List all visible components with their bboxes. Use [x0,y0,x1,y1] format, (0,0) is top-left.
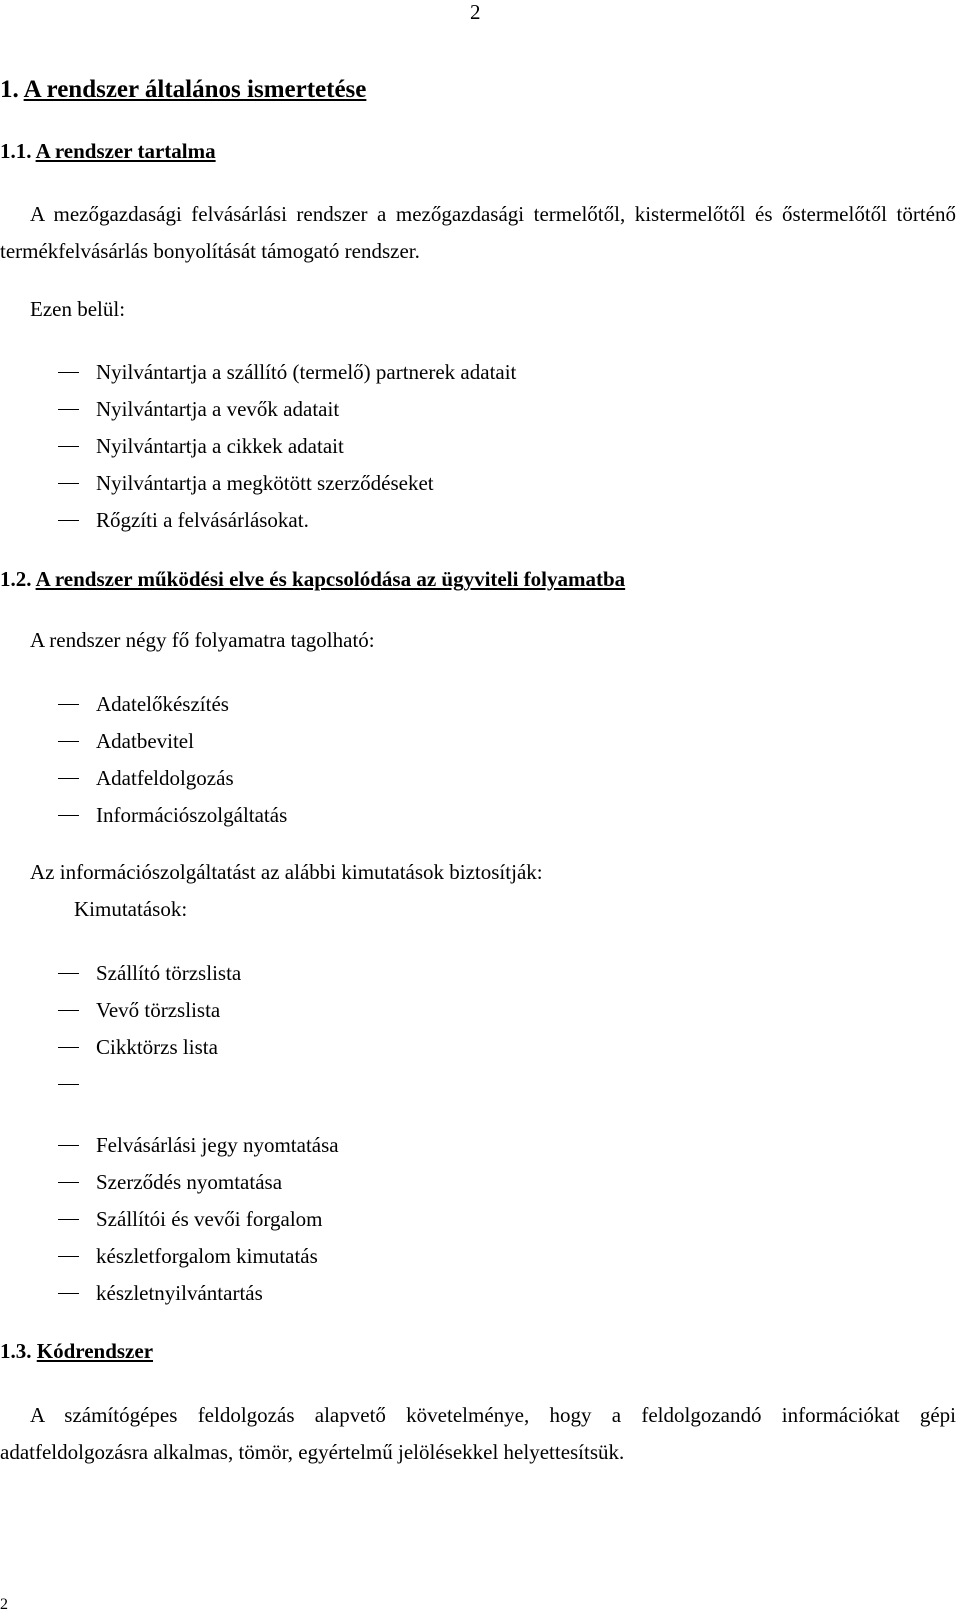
section-1-1-number: 1.1. [0,139,32,163]
list-item: Cikktörzs lista [58,1029,241,1066]
list-item: Vevő törzslista [58,992,241,1029]
page-number: 2 [470,0,481,24]
dash-bullet [58,1293,79,1294]
dash-bullet [58,1219,79,1220]
dash-bullet [58,1047,79,1048]
dash-bullet [58,372,79,373]
section-1-3-title: Kódrendszer [36,1339,154,1363]
list-item: Szerződés nyomtatása [58,1164,339,1201]
list-item: Információszolgáltatás [58,797,287,834]
list-item: Nyilvántartja a cikkek adatait [58,428,516,465]
dash-bullet [58,409,79,410]
dash-bullet [58,1182,79,1183]
list-item: Nyilvántartja a vevők adatait [58,391,516,428]
footer-page-number: 2 [0,1596,8,1613]
info-sentence: Az információszolgáltatást az alábbi kimutatások biztosítják: [30,860,543,884]
dash-bullet [58,520,79,521]
list-item: Szállítói és vevői forgalom [58,1201,339,1238]
list-item: Felvásárlási jegy nyomtatása [58,1127,339,1164]
section-1-heading [0,76,366,104]
list-item: Rőgzíti a felvásárlásokat. [58,502,516,539]
list-item: Adatfeldolgozás [58,760,287,797]
dash-bullet [58,446,79,447]
list-item: készletforgalom kimutatás [58,1238,339,1275]
section-1-1-list [58,354,516,539]
section-1-1-intro: Ezen belül: [30,297,126,321]
dash-bullet [58,1256,79,1257]
list-item: készletnyilvántartás [58,1275,339,1312]
section-1-2-heading [0,567,625,592]
section-1-title: A rendszer általános ismertetése [23,76,367,103]
list-item: Szállító törzslista [58,955,241,992]
dash-bullet [58,1010,79,1011]
list-item: Adatelőkészítés [58,686,287,723]
section-1-2-number: 1.2. [0,567,32,591]
section-1-3-paragraph-text: A számítógépes feldolgozás alapvető követelménye, hogy a feldolgozandó információkat gépi adatfeldolgozásra alkalmas, tömör, egyértelmű jelölésekkel helyettesítsük. [0,1403,956,1464]
dash-bullet [58,741,79,742]
dash-bullet [58,704,79,705]
section-1-3-heading [0,1339,153,1364]
process-list [58,686,287,834]
section-1-1-title: A rendszer tartalma [35,139,216,163]
section-1-3-paragraph [0,1397,956,1471]
section-1-1-paragraph [0,196,956,270]
reports-list-a [58,955,241,1103]
reports-label: Kimutatások: [74,897,188,921]
list-item: Nyilvántartja a megkötött szerződéseket [58,465,516,502]
dash-bullet [58,483,79,484]
reports-list-b [58,1127,339,1312]
section-1-2-intro: A rendszer négy fő folyamatra tagolható: [30,628,375,652]
section-1-1-paragraph-text: A mezőgazdasági felvásárlási rendszer a mezőgazdasági termelőtől, kistermelőtől és őstermelőtől történő termékfelvásárlás bonyolítását támogató rendszer. [0,202,956,263]
dash-bullet [58,815,79,816]
section-1-number: 1. [0,76,19,103]
section-1-2-title: A rendszer működési elve és kapcsolódása az ügyviteli folyamatba [35,567,626,591]
list-item: Adatbevitel [58,723,287,760]
section-1-3-number: 1.3. [0,1339,32,1363]
dash-bullet [58,778,79,779]
dash-bullet [58,1084,79,1085]
dash-bullet [58,1145,79,1146]
section-1-1-heading [0,139,216,164]
list-item: Nyilvántartja a szállító (termelő) partnerek adatait [58,354,516,391]
dash-bullet [58,973,79,974]
list-item [58,1066,241,1103]
